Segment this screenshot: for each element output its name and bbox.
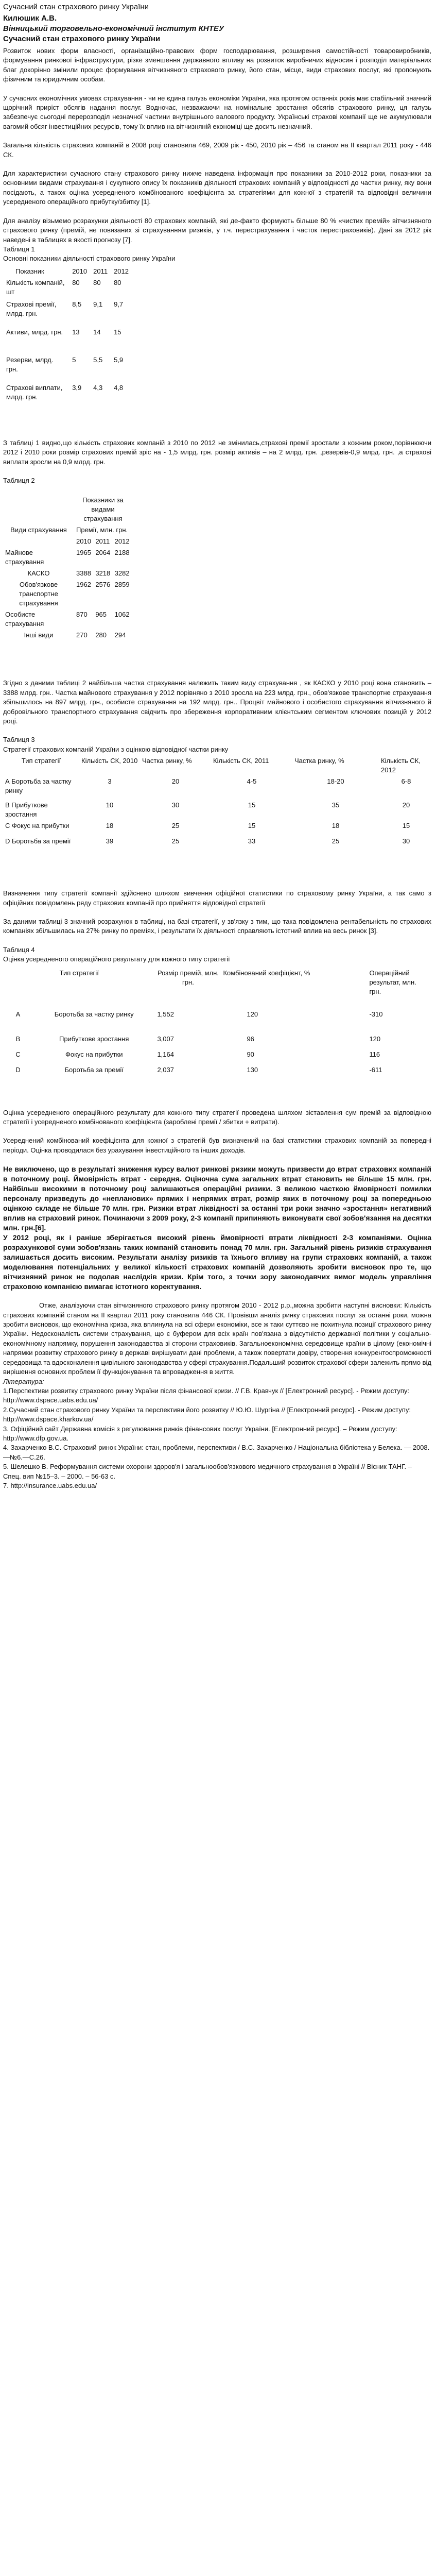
risk-paragraph-1: Не виключено, що в результаті зниження курсу валют ринкові ризики можуть призвести до втрат страхових компаній в поточному році. Ймовірність втрат - середня. Оціночна сума загальних втрат становить не більше 15 млн. грн. Найбільш високими в поточному році залишаються операційні ризики. З великою часткою ймовірності помилки персоналу призведуть до «непланових» прямих і непрямих втрат, розмір яких в поточному році за попередньою оцінкою складе не більше 70 млн. грн. Ризики втрат ліквідності за останні три роки значно «зростання» негативний вплив на страховий ринок. Починаючи з 2009 року, 2-3 компанії припиняють виконувати свої зобов'язання на десятки млн. грн.[6]. [3,1165,431,1232]
table-header-cell: 2011 [93,267,108,275]
table-cell: 39 [106,837,114,845]
table-cell: Активи, млрд. грн. [6,328,63,336]
table-header-cell: 2010 [76,537,91,546]
table-cell: 130 [247,1065,258,1074]
table-cell: C [15,1050,21,1058]
table-cell: 10 [106,801,114,809]
table-row [3,755,433,776]
table-cell: 5,9 [114,355,124,364]
table-1-title: Основні показники діяльності страхового ринку України [3,255,176,263]
table-3 [3,755,433,851]
table-cell: 1,552 [157,1010,174,1018]
table-cell: 8,5 [72,300,82,308]
table-cell: Страхові виплати, млрд. грн. [6,383,63,401]
table-cell: 9,1 [93,300,103,308]
table-cell: 2064 [95,549,111,557]
table-row [3,579,132,609]
table-cell: 9,7 [114,300,124,308]
table-cell: 15 [248,822,256,830]
reference-item: 5. Шелешко В. Реформування системи охорони здоров'я і загальнообов'язкового медичного страхування в Україні // Вісник ТАНГ. – Спец. вип №15–3. – 2000. – 56-63 с. [3,1463,412,1480]
reference-item[interactable]: 7. http://insurance.uabs.edu.ua/ [3,1481,97,1489]
article-title: Сучасний стан страхового ринку України [3,35,161,43]
table-cell: 5 [72,355,76,364]
table-row [3,547,132,568]
table-cell: 80 [114,278,121,286]
table-cell: 6-8 [401,777,411,786]
table-cell: Фокус на прибутки [65,1050,123,1058]
table-cell: 5,5 [93,355,103,364]
table-cell: Боротьба за частку ринку [54,1010,134,1018]
intro-paragraph-5: Для аналізу візьмемо розрахунки діяльності 80 страхових компаній, які де-факто формують більше 80 % «чистих премій» вітчизняного страхового ринку (премій, не повязаних зі страхуванням ризиків, у т.ч. перестрахування і часток перестраховиків). Дані за 2012 рік наведені в таблицях в якості прогнозу [7]. [3,216,431,244]
table-row [3,820,433,836]
table-header-cell: Кількість СК, 2010 [81,757,138,765]
table-cell: 96 [247,1035,254,1043]
table-cell: 30 [171,801,180,809]
table-cell: А Боротьба за частку ринку [5,777,72,795]
table-header-cell: Комбінований коефіцієнт, % [223,969,310,977]
table-cell: 4-5 [247,777,257,786]
table-cell: 20 [171,777,180,786]
reference-item[interactable]: 2.Сучасний стан страхового ринку України та перспективи його розвитку // Ю.Ю. Шургіна // [Електронний ресурс]. - Режим доступу: http://www.dspace.kharkov.ua/ [3,1405,411,1423]
table-row [3,568,132,579]
intro-paragraph-4: Для характеристики сучасного стану страхового ринку нижче наведена інформація про показники за 2010-2012 роки, показники за основними видами страхування і сукупного опису їх показників діяльності страхових компаній у відповідності до частки ринку, яку вони посідають, а також оцінка усередненого комбінованого коефіцієнта за стратегіями для кожної з стратегій та відповідні величини усередненого операційного прибутку/збитку [1]. [3,170,431,206]
table-cell: 270 [76,631,88,639]
table-row [3,536,132,547]
table-cell: -611 [369,1065,382,1074]
intro-paragraph-2: У сучасних економічних умовах страхування - чи не єдина галузь економіки України, яка протягом останніх років має стабільний значний щорічний приріст обсягів надання послуг. Водночас, незважаючи на номінальне зростання обсягів страхового ринку, ця галузь забезпечує сьогодні перерозподіл незначної частини внутрішнього валового продукту. Українські страхові компанії ще не акумулювали вагомий обсяг інвестиційних ресурсів, тому їх вплив на вітчизняній економіці ще досить незначний. [3,94,431,130]
table-header-cell: Премії, млн. грн. [76,526,128,534]
table-cell: 280 [95,631,107,639]
table-cell: 25 [171,822,180,830]
table-cell: 1,164 [157,1050,174,1058]
conclusion-paragraph: Отже, аналізуючи стан вітчизняного страхового ринку протягом 2010 - 2012 р.р.,можна зробити наступні висновки: Кількість страхових компаній станом на ІІ квартал 2011 року становила 446 СК. Провівши аналіз ринку страхових послуг за останні роки, можна зробити висновок, що економічна криза, яка вплинула на всі сфери економіки, все ж таки суттєво не похитнула позиції страхового ринку України. Недосконалість системи страхування, що є буфером для всіх країн пов'язана з відсутністю державної політики у соціально-економічному напрямку, порушення законодавства зі сторони страховиків. Загальноекономічна середовище країни в цілому (економічні напрямки розвитку страхового ринку в державі вирішувати дані проблеми, а також повертати довіру, створення конкурентоспроможності середовища та вдосконалення цивільного законодавства у сфері страхування.Подальший розвиток страхової сфери залежить прямо від вирішення основних проблем її функціонування та впровадження в життя. [3,1301,431,1376]
table-1-summary: З таблиці 1 видно,що кількість страхових компаній з 2010 по 2012 не змінилась,страхові премії зростали з кожним роком,порівнюючи 2012 і 2010 роки розмір страхових премій зріс на - 1,5 млрд. грн. розмір активів – на 2 млрд. грн. ,резервів-0,9 млрд. грн. ,а страхові виплати зросли на 0,9 млрд. грн. [3,438,431,466]
intro-paragraph-3: Загальна кількість страхових компаній в 2008 році становила 469, 2009 рік - 450, 2010 рік – 456 та станом на ІІ квартал 2011 року - 446 СК. [3,141,431,159]
table-row [3,277,132,299]
table-2 [3,495,132,641]
table-header-cell: Кількість СК, 2011 [213,757,269,765]
table-row [3,800,433,820]
author-name: Килюшик А.В. [3,14,57,23]
intro-paragraph-1: Розвиток нових форм власності, організаційно-правових форм господарювання, розширення самостійності товаровиробників, формування ринкової інфраструктури, різке зменшення державного впливу на розвиток виробничих відносин і розподіл матеріальних благ докорінно змінили процес формування вітчизняного страхового ринку, його стан, місце, види страхових послуг, які пропонують фізичним та юридичним особам. [3,47,431,83]
table-header-cell: Операційний результат, млн. грн. [369,969,416,995]
table-cell: 2,037 [157,1065,174,1074]
table-row [3,354,132,382]
table-4-summary-2: Усереднений комбінований коефіцієнта для кожної з стратегій був визначений на базі статистики страхових компаній за попередні періоди. Оцінка проводилася без урахування інвестиційного та інших доходів. [3,1137,431,1154]
table-4-title: Оцінка усередненого операційного результату для кожного типу стратегії [3,955,230,963]
reference-item[interactable]: 3. Офіційний сайт Державна комісія з регулювання ринків фінансових послуг України. [Електронний ресурс]. – Режим доступу: http://www.dfp.gov.ua. [3,1425,397,1442]
table-cell: 294 [114,631,126,639]
table-cell: 1062 [114,611,130,619]
table-cell: 18 [332,822,340,830]
article [3,2,431,1490]
table-cell: 4,8 [114,383,124,392]
table-cell: 20 [402,801,410,809]
table-header-cell: 2011 [95,537,110,546]
table-cell: 80 [93,278,101,286]
table-4-caption: Таблиця 4 [3,945,35,954]
reference-item: 4. Захарченко В.С. Страховий ринок України: стан, проблеми, перспективи / В.С. Захарченко / Національна бібліотека у Белека. — 2008.—№6.—С.26. [3,1444,430,1461]
table-cell: Майнове страхування [5,549,44,566]
table-2-summary: Згідно з даними таблиці 2 найбільша частка страхування належить таким виду страхування , як КАСКО у 2010 році вона становить – 3388 млрд. грн.. Частка майнового страхування у 2012 порівняно з 2010 зросла на 223 млрд. грн., обов'язкове транспортне страхування збільшилось на 897 млрд. грн., особисте страхування на 192 млрд. грн.. Процвіт майнового і особистого страхування вітчизняного й добровільного транспортного страхування свідчить про збереження корпоративним клієнтським сегментом ключових позицій у 2012 році. [3,679,431,725]
table-cell: 120 [247,1010,258,1018]
table-header-cell: Тип стратегії [21,757,61,765]
table-header-cell: Розмір премій, млн. грн. [157,969,219,986]
table-cell: 18-20 [327,777,344,786]
table-cell: 15 [114,328,121,336]
table-3-summary-2: За даними таблиці 3 значний розрахунок в таблиці, на базі стратегії, у зв'язку з тим, що така повідомлена рентабельність по страхових компаніях збільшилась на 27% ринку по преміях, і результати їх діяльності справляють істотний вплив на весь ринок [3]. [3,918,431,935]
table-cell: 80 [72,278,80,286]
table-cell: 3282 [114,569,130,578]
table-header-cell: 2012 [114,267,129,275]
table-row [3,609,132,630]
table-cell: 3 [108,777,112,786]
table-cell: 90 [247,1050,254,1058]
table-cell: Обов'язкове транспортне страхування [19,581,58,607]
table-row [3,299,132,327]
table-4-summary-1: Оцінка усередненого операційного результату для кожного типу стратегії проведена шляхом зіставлення сум премій за відповідною стратегії і усередненого комбінованого коефіцієнта (зароблені премії / збитки + витрати). [3,1108,431,1126]
table-header-cell: 2010 [72,267,88,275]
table-cell: 25 [171,837,180,845]
reference-item[interactable]: 1.Перспективи розвитку страхового ринку України після фінансової кризи. // Г.В. Кравчук // [Електронний ресурс]. - Режим доступу: http://www.dspace.uabs.edu.ua/ [3,1386,410,1404]
table-cell: 35 [332,801,340,809]
table-row [3,1033,433,1049]
table-cell: 3,007 [157,1035,174,1043]
table-cell: 1962 [76,581,91,589]
table-cell: 2188 [114,549,130,557]
table-row [3,382,132,410]
table-cell: 1965 [76,549,91,557]
table-cell: Боротьба за премії [64,1065,124,1074]
institution-name: Вінницький торговельно-економічний інститут КНТЕУ [3,24,224,33]
table-cell: 965 [95,611,107,619]
table-row [3,327,132,354]
table-cell: Інші види [24,631,54,639]
table-cell: С Фокус на прибутки [5,822,69,830]
table-cell: 3218 [95,569,111,578]
table-cell: 13 [72,328,80,336]
table-cell: -310 [369,1010,383,1018]
table-cell: Страхові премії, млрд. грн. [6,300,57,317]
table-cell: 116 [369,1050,380,1058]
table-cell: D Боротьба за премії [5,837,71,845]
table-cell: 3,9 [72,383,82,392]
table-cell: Резерви, млрд. грн. [6,355,54,373]
table-header-cell: Частка ринку, % [294,757,344,765]
table-cell: 870 [76,611,88,619]
table-cell: 15 [402,822,410,830]
table-cell: 25 [332,837,340,845]
table-row [3,266,132,277]
table-cell: 33 [248,837,256,845]
table-row [3,495,132,524]
table-cell: Прибуткове зростання [59,1035,129,1043]
table-1 [3,266,132,410]
table-2-caption: Таблиця 2 [3,476,35,484]
table-row [3,1064,433,1080]
table-cell: 14 [93,328,101,336]
table-row [3,1009,433,1033]
table-cell: 4,3 [93,383,103,392]
risk-paragraph-2: У 2012 році, як і раніше зберігається високий рівень ймовірності втрати ліквідності 2-3 компаніями. Оцінка розрахункової суми зобов'язань таких компаній становить понад 70 млн. грн. Загальний рівень ризиків страхування залишається досить високим. Результати аналізу ризиків та їхнього впливу на групи страхових компаній, а також моделювання потенціальних у великої кількості страхових компаній дозволяють зробити висновок про те, що вітчизняний ринок не подолав наслідків кризи. Крім того, з точки зору законодавчих вимог модель управління страховою компанією вимагає істотного коректування. [3,1233,431,1291]
table-header-cell: Кількість СК, 2012 [381,757,421,774]
table-3-title: Стратегії страхових компаній України з оцінкою відповідної частки ринку [3,745,229,753]
table-header-cell: Тип стратегії [59,969,99,977]
table-4 [3,968,433,1080]
table-header-cell: 2012 [114,537,130,546]
table-row [3,968,433,1009]
table-header-cell: Види страхування [10,526,67,534]
table-cell: 2859 [114,581,130,589]
table-header-cell: Частка ринку, % [142,757,192,765]
table-cell: 18 [106,822,114,830]
table-cell: Особисте страхування [5,611,44,628]
page-title: Сучасний стан страхового ринку України [3,3,149,11]
table-cell: 3388 [76,569,91,578]
table-row [3,630,132,641]
table-cell: 120 [369,1035,381,1043]
table-cell: 15 [248,801,256,809]
table-cell: В Прибуткове зростання [5,801,48,819]
references-title: Література: [3,1377,44,1385]
table-1-caption: Таблиця 1 [3,245,35,253]
table-3-caption: Таблиця 3 [3,736,35,744]
table-cell: Кількість компаній, шт [6,278,65,296]
table-3-summary-1: Визначення типу стратегії компанії здійснено шляхом вивчення офіційної статистики по страховому ринку України, а так само з офіційних повідомлень ряду страхових компаній про прийняття відповідної стратегії [3,889,431,907]
table-cell: КАСКО [27,569,50,578]
table-row [3,524,132,536]
table-cell: A [15,1010,21,1018]
table-cell: D [15,1065,21,1074]
table-cell: 2576 [95,581,111,589]
table-row [3,776,433,800]
table-cell: 30 [402,837,410,845]
table-subheader: Показники за видами страхування [82,496,124,523]
table-cell: B [15,1035,21,1043]
references [3,1377,431,1491]
table-row [3,836,433,851]
table-header-cell: Показник [15,267,44,275]
table-row [3,1049,433,1064]
